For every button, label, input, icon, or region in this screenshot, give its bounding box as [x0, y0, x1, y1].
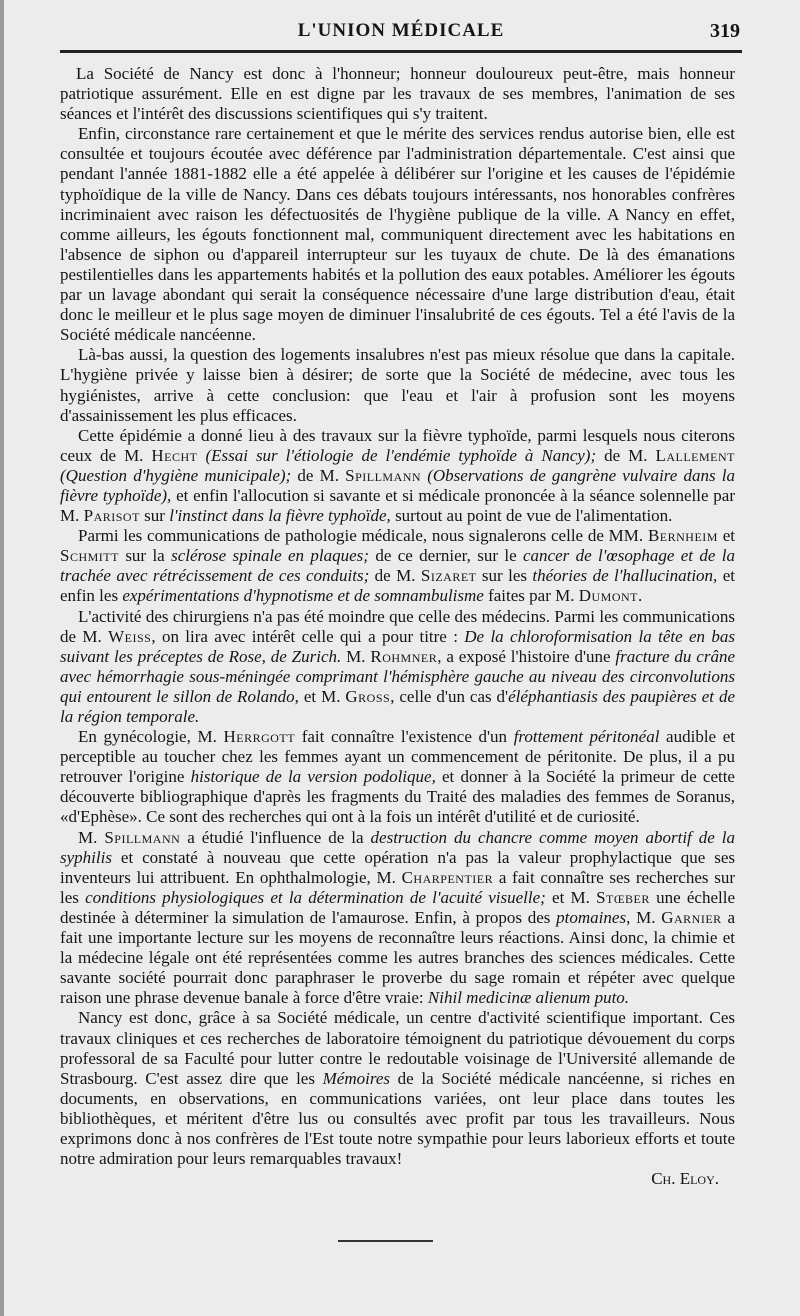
work-title: fracture du crâne avec hémorrhagie sous-méningée comprimant l'hémisphère gauche au niveau des circonvolutions qui entourent le sillon de Rolando, [60, 646, 735, 706]
text-run: En gynécologie, M. [78, 727, 224, 747]
author-name: Sizaret [420, 566, 477, 586]
work-title: historique de la version podolique, [190, 767, 436, 787]
text-run: et donner à la Société la primeur de cette découverte bibliographique d'après les fragments du Traité des maladies des femmes de Soranus, «d'Ephèse». Ce sont des recherches qui ont à la fois un intérêt d'utilité et de curiosité. [60, 767, 735, 827]
paragraph-5 [60, 526, 735, 606]
text-run: a fait une importante lecture sur les moyens de reconnaître leurs réactions. Ainsi donc, la chimie et la médecine légale ont été représentées comme les autres branches des sciences médicales. Cette savante société pourrait donc paraphraser le proverbe du sage romain et répéter avec quelque raison une phrase devenue banale à force d'être vraie: [60, 907, 736, 1008]
author-name: Gross [345, 686, 391, 706]
text-run: de M. [291, 465, 346, 485]
author-name: Schmitt [60, 546, 119, 566]
work-title: expérimentations d'hypnotisme et de somnambulisme [122, 586, 484, 606]
paragraph-8 [60, 828, 735, 1009]
text-run: et constaté à nouveau que cette opération n'a pas la valeur prophylactique que ses inventeurs lui attribuent. En ophthalmologie, M. [60, 847, 735, 887]
work-title: frottement péritonéal [513, 727, 660, 747]
text-run: surtout au point de vue de l'alimentation. [390, 506, 673, 526]
latin-quote: Nihil medicinæ alienum puto. [427, 988, 630, 1008]
text-run: Nancy est donc, grâce à sa Société médicale, un centre d'activité scientifique important. Ces travaux cliniques et ces recherches de laboratoire témoignent du patriotique dévouement du corps professoral de sa Faculté pour lutter contre le redoutable voisinage de l'Université allemande de Strasbourg. C'est assez dire que les [60, 1008, 735, 1088]
author-name: Rohmner [370, 646, 438, 666]
paragraph-2: Enfin, circonstance rare certainement et que le mérite des services rendus autorise bien, elle est consultée et toujours écoutée avec déférence par l'administration départementale. C'est ainsi que pendant l'année 1881-1882 elle a été appelée à délibérer sur l'origine et les causes de l'épidémie typhoïdique de la ville de Nancy. Dans ces débats toujours intéressants, nos honorables confrères incriminaient avec raison les défectuosités de l'hygiène publique de la ville. A Nancy en effet, comme ailleurs, les égouts fonctionnent mal, communiquent directement avec les habitations en l'absence de siphon ou d'appareil interrupteur sur les tuyaux de chute. De là des émanations pestilentielles dans les appartements habités et la pollution des eaux potables. Améliorer les égouts par un lavage abondant qui serait la conséquence nécessaire d'une large distribution d'eau, était donc le meilleur et le plus sage moyen de diminuer l'insalubrité de ces égouts. Tel a été l'avis de la Société médicale nancéenne. [60, 124, 735, 345]
author-name: Dumont [578, 586, 639, 606]
scan-edge [0, 0, 4, 1316]
text-run: et enfin l'allocution si savante et si médicale prononcée à la séance solennelle par M. [60, 485, 735, 526]
text-run: M. [341, 646, 371, 666]
text-run: faites par M. [483, 586, 579, 606]
text-run: audible et perceptible au toucher chez les femmes ayant un commencement de péritonite. De plus, il a pu retrouver l'origine [60, 727, 735, 787]
author-name: Spillmann [345, 465, 422, 485]
work-title: (Essai sur l'étiologie de l'endémie typhoïde à Nancy); [197, 445, 597, 465]
end-rule [338, 1240, 433, 1242]
text-run: et M. [545, 887, 597, 907]
paragraph-9 [60, 1008, 735, 1169]
header-rule [60, 50, 742, 53]
text-run: de M. [596, 445, 656, 465]
text-run: L'activité des chirurgiens n'a pas été moindre que celle des médecins. Parmi les communications de M. [60, 606, 735, 646]
text-run: a étudié l'influence de la [180, 827, 371, 847]
text-run: sur la [118, 546, 172, 566]
signature-line [60, 1169, 735, 1189]
paragraph-6 [60, 607, 735, 728]
work-title: l'instinct dans la fièvre typhoïde, [169, 506, 391, 526]
paragraph-4 [60, 426, 735, 526]
text-run: et enfin les [60, 566, 735, 606]
text-run: Cette épidémie a donné lieu à des travaux sur la fièvre typhoïde, parmi lesquels nous citerons ceux de M. [60, 425, 735, 465]
work-title: (Observations de gangrène vulvaire dans la fièvre typhoïde), [60, 465, 735, 505]
text-run: sur [139, 506, 170, 526]
author-name: Herrgott [223, 727, 296, 747]
author-name: Lallement [655, 445, 735, 465]
work-title: Mémoires [322, 1068, 390, 1088]
text-run: M. [78, 827, 105, 847]
text-run: et M. [298, 686, 346, 706]
work-title: (Question d'hygiène municipale); [60, 465, 292, 485]
text-run: de M. [369, 566, 421, 586]
author-signature: Ch. Eloy. [651, 1169, 719, 1189]
work-title: De la chloroformisation la tête en bas suivant les préceptes de Rose, de Zurich. [60, 626, 735, 666]
paragraph-1: La Société de Nancy est donc à l'honneur; honneur douloureux peut-être, mais honneur patriotique assurément. Elle en est digne par les travaux de ses membres, l'animation de ses séances et l'intérêt des discussions scientifiques qui s'y traitent. [60, 64, 735, 124]
text-run: fait connaître l'existence d'un [295, 727, 514, 747]
journal-title: L'UNION MÉDICALE [297, 20, 505, 41]
text-run: de la Société médicale nancéenne, si riches en documents, en observations, en communications variées, ont leur place dans toutes les bibliothèques, et méritent d'être lus ou consultés avec profit par tous les travailleurs. Nous exprimons donc à nos confrères de l'Est toute notre sympathie pour leurs laborieux efforts et toute notre admiration pour leurs remarquables travaux! [60, 1068, 736, 1169]
running-header [60, 18, 742, 48]
work-title: destruction du chancre comme moyen abortif de la syphilis [60, 827, 735, 867]
text-run: sur les [476, 566, 533, 586]
work-title: théories de l'hallucination, [532, 566, 718, 586]
text-run: a fait connaître ses recherches sur les [60, 867, 735, 907]
author-name: Spillmann [104, 827, 181, 847]
work-title: conditions physiologiques et la détermination de l'acuité visuelle; [85, 887, 546, 907]
text-run: Parmi les communications de pathologie médicale, nous signalerons celle de MM. [78, 526, 648, 546]
text-run: une échelle destinée à déterminer la simulation de l'amaurose. Enfin, à propos des [60, 887, 735, 927]
author-name: Bernheim [647, 526, 718, 546]
author-name: Hecht [151, 445, 198, 465]
text-run: de ce dernier, sur le [368, 546, 524, 566]
work-title: sclérose spinale en plaques; [171, 546, 369, 566]
work-title: éléphantiasis des paupières et de la région temporale. [60, 686, 735, 726]
article-body [60, 64, 735, 1189]
text-run: , celle d'un cas d' [390, 686, 509, 706]
text-run: , on lira avec intérêt celle qui a pour titre : [151, 626, 465, 646]
text-run: , M. [626, 907, 662, 927]
work-title: cancer de l'œsophage et de la trachée avec rétrécissement de ces conduits; [60, 546, 736, 586]
text-run: et [717, 526, 735, 546]
text-run: . [638, 586, 643, 606]
author-name: Weiss [108, 626, 152, 646]
paragraph-3: Là-bas aussi, la question des logements insalubres n'est pas mieux résolue que dans la capitale. L'hygiène privée y laisse bien à désirer; de sorte que la Société de médecine, avec tous les hygiénistes, arrive à cette conclusion: que l'eau et l'air à profusion sont les moyens d'assainissement les plus efficaces. [60, 345, 735, 425]
author-name: Charpentier [401, 867, 494, 887]
work-title: ptomaines [556, 907, 627, 927]
text-run: , a exposé l'histoire d'une [437, 646, 616, 666]
author-name: Garnier [661, 907, 722, 927]
page-number: 319 [710, 20, 740, 42]
author-name: Stœber [596, 887, 650, 907]
author-name: Parisot [83, 506, 140, 526]
paragraph-7 [60, 727, 735, 827]
